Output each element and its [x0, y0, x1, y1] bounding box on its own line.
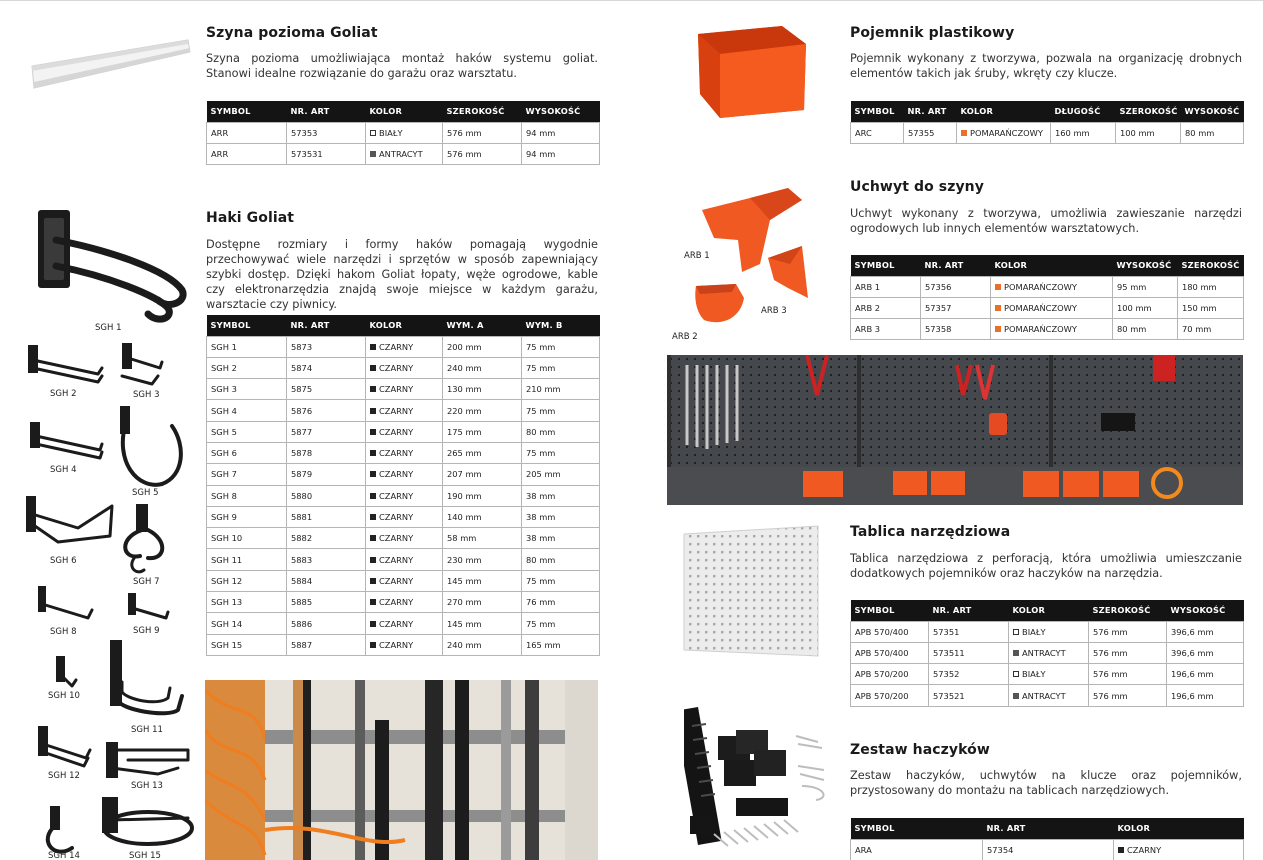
hook-label: SGH 8 [50, 627, 77, 637]
container-description: Pojemnik wykonany z tworzywa, pozwala na organizację drobnych elementów takich jak śruby, wkręty czy klucze. [850, 52, 1242, 80]
color-swatch [995, 326, 1001, 332]
dimension-a-cell: 240 mm [443, 634, 522, 655]
table-row [207, 442, 600, 463]
color-cell [366, 379, 443, 400]
symbol-cell: SGH 12 [207, 570, 287, 591]
art-cell: 5884 [287, 570, 366, 591]
column-header: NR. ART [921, 255, 991, 276]
symbol-cell: ARA [851, 839, 983, 860]
dimension-b-cell: 38 mm [522, 506, 600, 527]
dimension-b-cell: 80 mm [522, 549, 600, 570]
color-cell [366, 592, 443, 613]
color-label: CZARNY [379, 597, 414, 608]
table-row [207, 143, 600, 164]
art-cell: 573521 [929, 685, 1009, 706]
art-cell: 573531 [287, 143, 366, 164]
symbol-cell: SGH 2 [207, 357, 287, 378]
color-label: ANTRACYT [379, 148, 423, 159]
dimension-a-cell: 230 mm [443, 549, 522, 570]
dimension-b-cell: 396,6 mm [1167, 621, 1244, 642]
art-cell: 5880 [287, 485, 366, 506]
color-swatch [370, 130, 376, 136]
color-label: CZARNY [379, 448, 414, 459]
art-cell: 5876 [287, 400, 366, 421]
holder-table [850, 255, 1244, 340]
column-header: NR. ART [904, 101, 957, 122]
color-cell [366, 442, 443, 463]
color-swatch [370, 642, 376, 648]
dimension-a-cell: 145 mm [443, 570, 522, 591]
column-header: SYMBOL [851, 101, 904, 122]
dimension-a-cell: 200 mm [443, 336, 522, 357]
color-cell [1009, 621, 1089, 642]
color-cell [991, 297, 1113, 318]
hook-label: SGH 7 [133, 577, 160, 587]
rail-description: Szyna pozioma umożliwiająca montaż haków systemu goliat. Stanowi idealne rozwiązanie do garażu oraz warsztatu. [206, 52, 598, 80]
table-row [851, 685, 1244, 706]
color-swatch [370, 429, 376, 435]
color-label: CZARNY [379, 554, 414, 565]
symbol-cell: ARB 3 [851, 319, 921, 340]
art-cell: 5881 [287, 506, 366, 527]
symbol-cell: SGH 9 [207, 506, 287, 527]
art-cell: 57351 [929, 621, 1009, 642]
hook-label: SGH 10 [48, 691, 80, 701]
column-header: SYMBOL [851, 255, 921, 276]
symbol-cell: SGH 15 [207, 634, 287, 655]
dimension-b-cell: 210 mm [522, 379, 600, 400]
dimension-b-cell: 396,6 mm [1167, 642, 1244, 663]
dimension-b-cell: 38 mm [522, 528, 600, 549]
dimension-b-cell: 38 mm [522, 485, 600, 506]
hookset-table [850, 818, 1244, 860]
art-cell: 57355 [904, 122, 957, 143]
color-label: CZARNY [379, 533, 414, 544]
height-cell: 95 mm [1113, 276, 1178, 297]
column-header: WYSOKOŚĆ [1181, 101, 1244, 122]
holder-label: ARB 2 [672, 332, 698, 342]
art-cell: 5883 [287, 549, 366, 570]
column-header: SZEROKOŚĆ [1116, 101, 1181, 122]
art-cell: 5879 [287, 464, 366, 485]
color-label: ANTRACYT [1022, 647, 1066, 658]
symbol-cell: SGH 8 [207, 485, 287, 506]
garage-photo [205, 680, 598, 860]
height-cell: 100 mm [1113, 297, 1178, 318]
hook-label: SGH 6 [50, 556, 77, 566]
dimension-b-cell: 75 mm [522, 613, 600, 634]
symbol-cell: SGH 11 [207, 549, 287, 570]
length-cell: 160 mm [1051, 122, 1116, 143]
column-header: NR. ART [287, 101, 366, 122]
symbol-cell: ARB 1 [851, 276, 921, 297]
column-header: WYSOKOŚĆ [1167, 600, 1244, 621]
table-row [207, 122, 600, 143]
height-cell: 94 mm [522, 143, 600, 164]
hookset-image [684, 706, 836, 856]
height-cell: 94 mm [522, 122, 600, 143]
symbol-cell: SGH 7 [207, 464, 287, 485]
board-table [850, 600, 1244, 707]
color-label: CZARNY [379, 490, 414, 501]
art-cell: 573511 [929, 642, 1009, 663]
column-header: NR. ART [929, 600, 1009, 621]
dimension-a-cell: 576 mm [1089, 685, 1167, 706]
color-swatch [370, 344, 376, 350]
width-cell: 70 mm [1178, 319, 1244, 340]
art-cell: 5882 [287, 528, 366, 549]
color-cell [366, 634, 443, 655]
symbol-cell: SGH 3 [207, 379, 287, 400]
workshop-photo [667, 355, 1243, 505]
column-header: KOLOR [366, 101, 443, 122]
color-cell [1009, 664, 1089, 685]
table-row [207, 400, 600, 421]
color-cell [366, 421, 443, 442]
art-cell: 5875 [287, 379, 366, 400]
hooks-table [206, 315, 600, 656]
column-header: NR. ART [287, 315, 366, 336]
column-header: WYSOKOŚĆ [1113, 255, 1178, 276]
color-cell [366, 506, 443, 527]
color-swatch [1013, 650, 1019, 656]
color-label: CZARNY [379, 405, 414, 416]
color-swatch [1013, 629, 1019, 635]
column-header: KOLOR [366, 315, 443, 336]
column-header: WYM. B [522, 315, 600, 336]
column-header: SZEROKOŚĆ [1178, 255, 1244, 276]
dimension-b-cell: 196,6 mm [1167, 685, 1244, 706]
color-label: POMARAŃCZOWY [1004, 324, 1077, 335]
dimension-b-cell: 196,6 mm [1167, 664, 1244, 685]
hook-label: SGH 2 [50, 389, 77, 399]
holder-title: Uchwyt do szyny [850, 179, 984, 195]
color-cell [366, 613, 443, 634]
table-row [207, 592, 600, 613]
hook-label: SGH 1 [95, 323, 122, 333]
workshop-photo-drawing [667, 355, 1243, 505]
dimension-a-cell: 130 mm [443, 379, 522, 400]
dimension-b-cell: 80 mm [522, 421, 600, 442]
dimension-a-cell: 145 mm [443, 613, 522, 634]
symbol-cell: SGH 1 [207, 336, 287, 357]
table-row [851, 664, 1244, 685]
dimension-a-cell: 576 mm [1089, 642, 1167, 663]
hook-label: SGH 15 [129, 851, 161, 860]
dimension-a-cell: 207 mm [443, 464, 522, 485]
color-swatch [370, 599, 376, 605]
hook-label: SGH 14 [48, 851, 80, 860]
dimension-b-cell: 76 mm [522, 592, 600, 613]
column-header: SYMBOL [207, 315, 287, 336]
table-row [851, 839, 1244, 860]
symbol-cell: APB 570/400 [851, 621, 929, 642]
dimension-b-cell: 75 mm [522, 400, 600, 421]
art-cell: 5874 [287, 357, 366, 378]
color-cell [991, 319, 1113, 340]
table-row [207, 506, 600, 527]
hook-label: SGH 5 [132, 488, 159, 498]
color-label: ANTRACYT [1022, 690, 1066, 701]
color-swatch [370, 557, 376, 563]
holder-description: Uchwyt wykonany z tworzywa, umożliwia zawieszanie narzędzi ogrodowych lub innych elementów warsztatowych. [850, 207, 1242, 235]
table-row [851, 319, 1244, 340]
color-swatch [370, 493, 376, 499]
column-header: SYMBOL [207, 101, 287, 122]
color-swatch [961, 130, 967, 136]
color-cell [1114, 839, 1244, 860]
dimension-a-cell: 240 mm [443, 357, 522, 378]
column-header: KOLOR [957, 101, 1051, 122]
column-header: SZEROKOŚĆ [443, 101, 522, 122]
table-row [207, 379, 600, 400]
width-cell: 576 mm [443, 143, 522, 164]
dimension-b-cell: 75 mm [522, 442, 600, 463]
garage-photo-drawing [205, 680, 598, 860]
dimension-b-cell: 165 mm [522, 634, 600, 655]
color-label: CZARNY [379, 469, 414, 480]
dimension-a-cell: 576 mm [1089, 621, 1167, 642]
color-label: CZARNY [379, 575, 414, 586]
table-row [851, 297, 1244, 318]
column-header: WYSOKOŚĆ [522, 101, 600, 122]
symbol-cell: ARR [207, 122, 287, 143]
color-swatch [370, 535, 376, 541]
color-cell [366, 336, 443, 357]
color-label: CZARNY [379, 512, 414, 523]
color-cell [1009, 685, 1089, 706]
art-cell: 5887 [287, 634, 366, 655]
table-row [207, 570, 600, 591]
color-cell [366, 143, 443, 164]
color-cell [366, 528, 443, 549]
table-row [207, 421, 600, 442]
height-cell: 80 mm [1113, 319, 1178, 340]
color-swatch [370, 151, 376, 157]
color-cell [366, 122, 443, 143]
dimension-a-cell: 58 mm [443, 528, 522, 549]
color-cell [957, 122, 1051, 143]
symbol-cell: SGH 10 [207, 528, 287, 549]
hook-label: SGH 3 [133, 390, 160, 400]
hook-label: SGH 11 [131, 725, 163, 735]
height-cell: 80 mm [1181, 122, 1244, 143]
art-cell: 57356 [921, 276, 991, 297]
color-label: BIAŁY [379, 127, 403, 138]
color-label: CZARNY [379, 426, 414, 437]
color-cell [366, 400, 443, 421]
color-label: POMARAŃCZOWY [1004, 302, 1077, 313]
color-cell [366, 570, 443, 591]
color-swatch [1118, 847, 1124, 853]
column-header: NR. ART [983, 818, 1114, 839]
table-row [207, 336, 600, 357]
symbol-cell: SGH 6 [207, 442, 287, 463]
color-swatch [995, 284, 1001, 290]
container-table [850, 101, 1244, 144]
color-label: BIAŁY [1022, 669, 1046, 680]
table-row [207, 485, 600, 506]
board-description: Tablica narzędziowa z perforacją, która umożliwia umieszczanie dodatkowych pojemników oraz haczyków na narzędzia. [850, 552, 1242, 580]
dimension-a-cell: 576 mm [1089, 664, 1167, 685]
color-swatch [370, 386, 376, 392]
color-swatch [370, 450, 376, 456]
symbol-cell: SGH 5 [207, 421, 287, 442]
hooks-title: Haki Goliat [206, 210, 295, 226]
art-cell: 57352 [929, 664, 1009, 685]
dimension-a-cell: 270 mm [443, 592, 522, 613]
color-cell [366, 485, 443, 506]
rail-title: Szyna pozioma Goliat [206, 25, 378, 41]
symbol-cell: APB 570/200 [851, 685, 929, 706]
art-cell: 5885 [287, 592, 366, 613]
board-title: Tablica narzędziowa [850, 524, 1011, 540]
column-header: SZEROKOŚĆ [1089, 600, 1167, 621]
dimension-a-cell: 220 mm [443, 400, 522, 421]
table-row [851, 122, 1244, 143]
color-label: CZARNY [379, 362, 414, 373]
column-header: WYM. A [443, 315, 522, 336]
art-cell: 57354 [983, 839, 1114, 860]
color-label: POMARAŃCZOWY [970, 127, 1043, 138]
art-cell: 5886 [287, 613, 366, 634]
color-label: CZARNY [379, 639, 414, 650]
hook-label: SGH 12 [48, 771, 80, 781]
width-cell: 576 mm [443, 122, 522, 143]
color-swatch [370, 365, 376, 371]
table-row [851, 621, 1244, 642]
color-label: CZARNY [379, 384, 414, 395]
hooks-description: Dostępne rozmiary i formy haków pomagają wygodnie przechowywać wiele narzędzi i sprzętów w sposób zapewniający szybki dostęp. Dzięki hakom Goliat łopaty, węże ogrodowe, kable czy elektronarzędzia znajdą swoje miejsce w każdym garażu, warsztacie czy piwnicy. [206, 238, 598, 311]
dimension-a-cell: 175 mm [443, 421, 522, 442]
pegboard-image [678, 524, 824, 659]
width-cell: 100 mm [1116, 122, 1181, 143]
holder-label: ARB 1 [684, 251, 710, 261]
column-header: KOLOR [991, 255, 1113, 276]
symbol-cell: APB 570/200 [851, 664, 929, 685]
column-header: KOLOR [1009, 600, 1089, 621]
color-cell [991, 276, 1113, 297]
rail-table [206, 101, 600, 165]
art-cell: 5877 [287, 421, 366, 442]
hookset-title: Zestaw haczyków [850, 742, 990, 758]
table-row [207, 357, 600, 378]
art-cell: 57358 [921, 319, 991, 340]
table-row [207, 634, 600, 655]
art-cell: 5878 [287, 442, 366, 463]
color-cell [366, 357, 443, 378]
color-swatch [370, 471, 376, 477]
column-header: SYMBOL [851, 818, 983, 839]
dimension-b-cell: 75 mm [522, 357, 600, 378]
symbol-cell: ARC [851, 122, 904, 143]
dimension-a-cell: 140 mm [443, 506, 522, 527]
holder-label: ARB 3 [761, 306, 787, 316]
column-header: KOLOR [1114, 818, 1244, 839]
dimension-a-cell: 265 mm [443, 442, 522, 463]
table-row [207, 464, 600, 485]
column-header: DŁUGOŚĆ [1051, 101, 1116, 122]
table-row [207, 528, 600, 549]
hookset-description: Zestaw haczyków, uchwytów na klucze oraz pojemników, przystosowany do montażu na tablicach narzędziowych. [850, 769, 1242, 797]
table-row [851, 276, 1244, 297]
color-label: CZARNY [1127, 844, 1162, 855]
art-cell: 57357 [921, 297, 991, 318]
symbol-cell: ARB 2 [851, 297, 921, 318]
color-swatch [370, 514, 376, 520]
top-divider [0, 0, 1263, 1]
color-cell [1009, 642, 1089, 663]
color-cell [366, 464, 443, 485]
dimension-a-cell: 190 mm [443, 485, 522, 506]
color-label: CZARNY [379, 618, 414, 629]
container-image [690, 24, 814, 120]
color-label: CZARNY [379, 341, 414, 352]
symbol-cell: ARR [207, 143, 287, 164]
symbol-cell: SGH 14 [207, 613, 287, 634]
color-swatch [1013, 671, 1019, 677]
color-swatch [370, 578, 376, 584]
container-title: Pojemnik plastikowy [850, 25, 1015, 41]
dimension-b-cell: 205 mm [522, 464, 600, 485]
color-label: BIAŁY [1022, 626, 1046, 637]
symbol-cell: APB 570/400 [851, 642, 929, 663]
width-cell: 180 mm [1178, 276, 1244, 297]
symbol-cell: SGH 13 [207, 592, 287, 613]
hook-label: SGH 4 [50, 465, 77, 475]
hook-label: SGH 9 [133, 626, 160, 636]
hook-label: SGH 13 [131, 781, 163, 791]
hook-images [18, 200, 198, 860]
symbol-cell: SGH 4 [207, 400, 287, 421]
dimension-b-cell: 75 mm [522, 336, 600, 357]
rail-image [28, 36, 192, 92]
table-row [207, 549, 600, 570]
table-row [207, 613, 600, 634]
color-label: POMARAŃCZOWY [1004, 281, 1077, 292]
art-cell: 5873 [287, 336, 366, 357]
width-cell: 150 mm [1178, 297, 1244, 318]
dimension-b-cell: 75 mm [522, 570, 600, 591]
color-swatch [370, 621, 376, 627]
table-row [851, 642, 1244, 663]
color-swatch [1013, 693, 1019, 699]
color-swatch [995, 305, 1001, 311]
color-cell [366, 549, 443, 570]
color-swatch [370, 408, 376, 414]
art-cell: 57353 [287, 122, 366, 143]
column-header: SYMBOL [851, 600, 929, 621]
